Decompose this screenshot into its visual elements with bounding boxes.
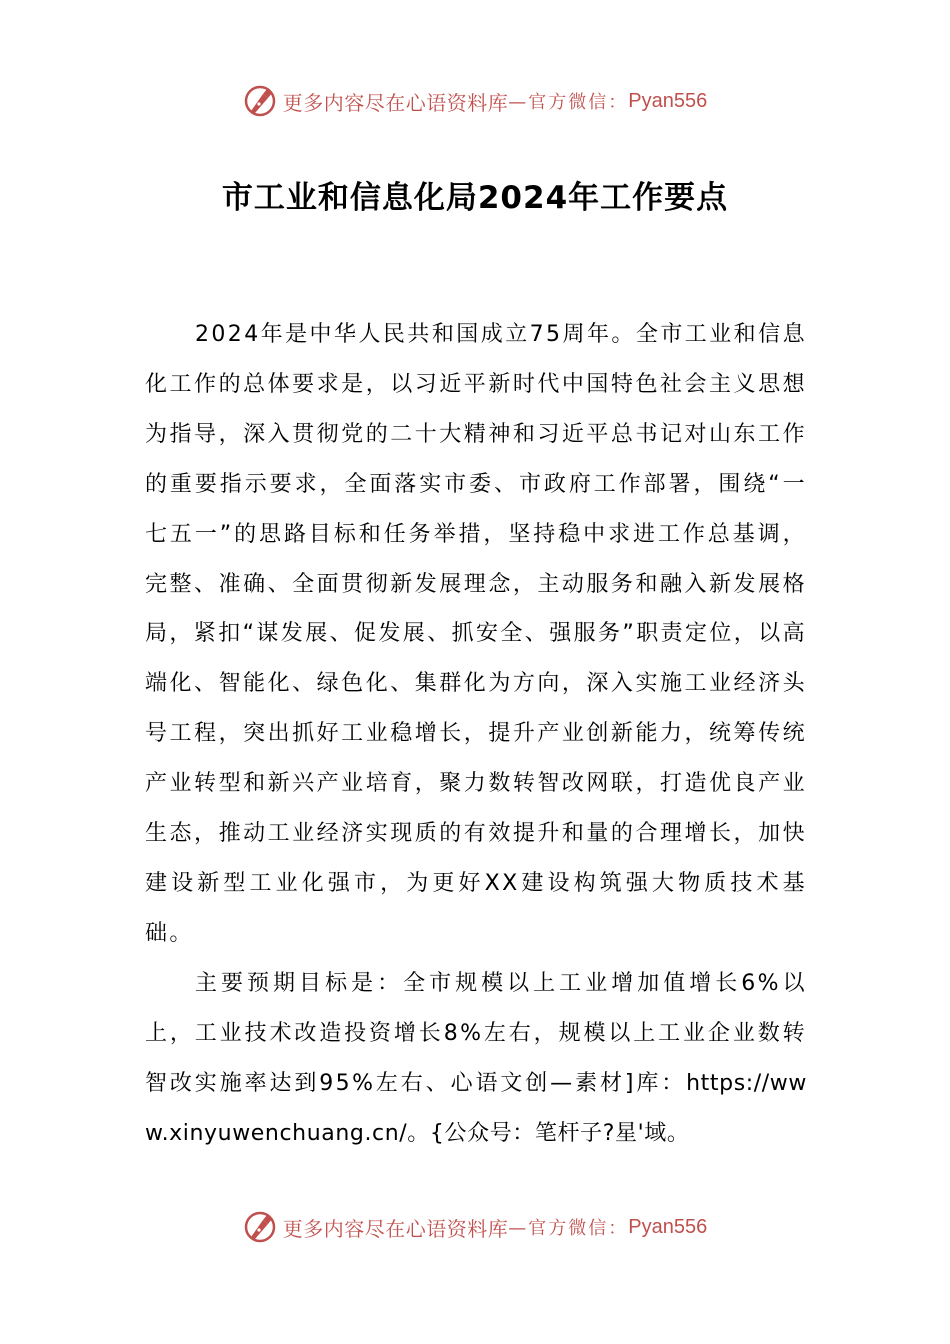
watermark-wechat-id: Pyan556 (628, 1215, 708, 1238)
footer-watermark (0, 1210, 950, 1244)
paragraph-overview: 2024年是中华人民共和国成立75周年。全市工业和信息化工作的总体要求是，以习近平新时代中国特色社会主义思想为指导，深入贯彻党的二十大精神和习近平总书记对山东工作的重要指示要求，全面落实市委、市政府工作部署，围绕“一七五一”的思路目标和任务举措，坚持稳中求进工作总基调，完整、准确、全面贯彻新发展理念，主动服务和融入新发展格局，紧扣“谋发展、促发展、抓安全、强服务”职责定位，以高端化、智能化、绿色化、集群化为方向，深入实施工业经济头号工程，突出抓好工业稳增长，提升产业创新能力，统筹传统产业转型和新兴产业培育，聚力数转智改网联，打造优良产业生态，推动工业经济实现质的有效提升和量的合理增长，加快建设新型工业化强市，为更好XX建设构筑强大物质技术基础。 (145, 322, 807, 946)
watermark-text: 更多内容尽在心语资料库 (282, 90, 509, 115)
watermark-official-label: —官方微信： (508, 1218, 629, 1239)
watermark-official-label: —官方微信： (508, 92, 629, 113)
watermark-text: 更多内容尽在心语资料库 (282, 1216, 509, 1241)
pen-nib-circle-icon (243, 1210, 277, 1244)
header-watermark (0, 84, 950, 118)
pen-nib-circle-icon (243, 84, 277, 118)
paragraph-targets-text: 主要预期目标是：全市规模以上工业增加值增长6%以上，工业技术改造投资增长8%左右，规模以上工业企业数转智改实施率达到95%左右、心语文创—素材]库： (145, 970, 807, 1096)
paragraph-trailing-line: https://www.xinyuwenchuang.cn/。{公众号：笔杆子?星'域。 (145, 1070, 807, 1146)
document-body (145, 310, 807, 1158)
watermark-wechat-id: Pyan556 (628, 89, 708, 112)
document-title: 市工业和信息化局2024年工作要点 (221, 180, 729, 216)
paragraph-targets (145, 959, 807, 1159)
